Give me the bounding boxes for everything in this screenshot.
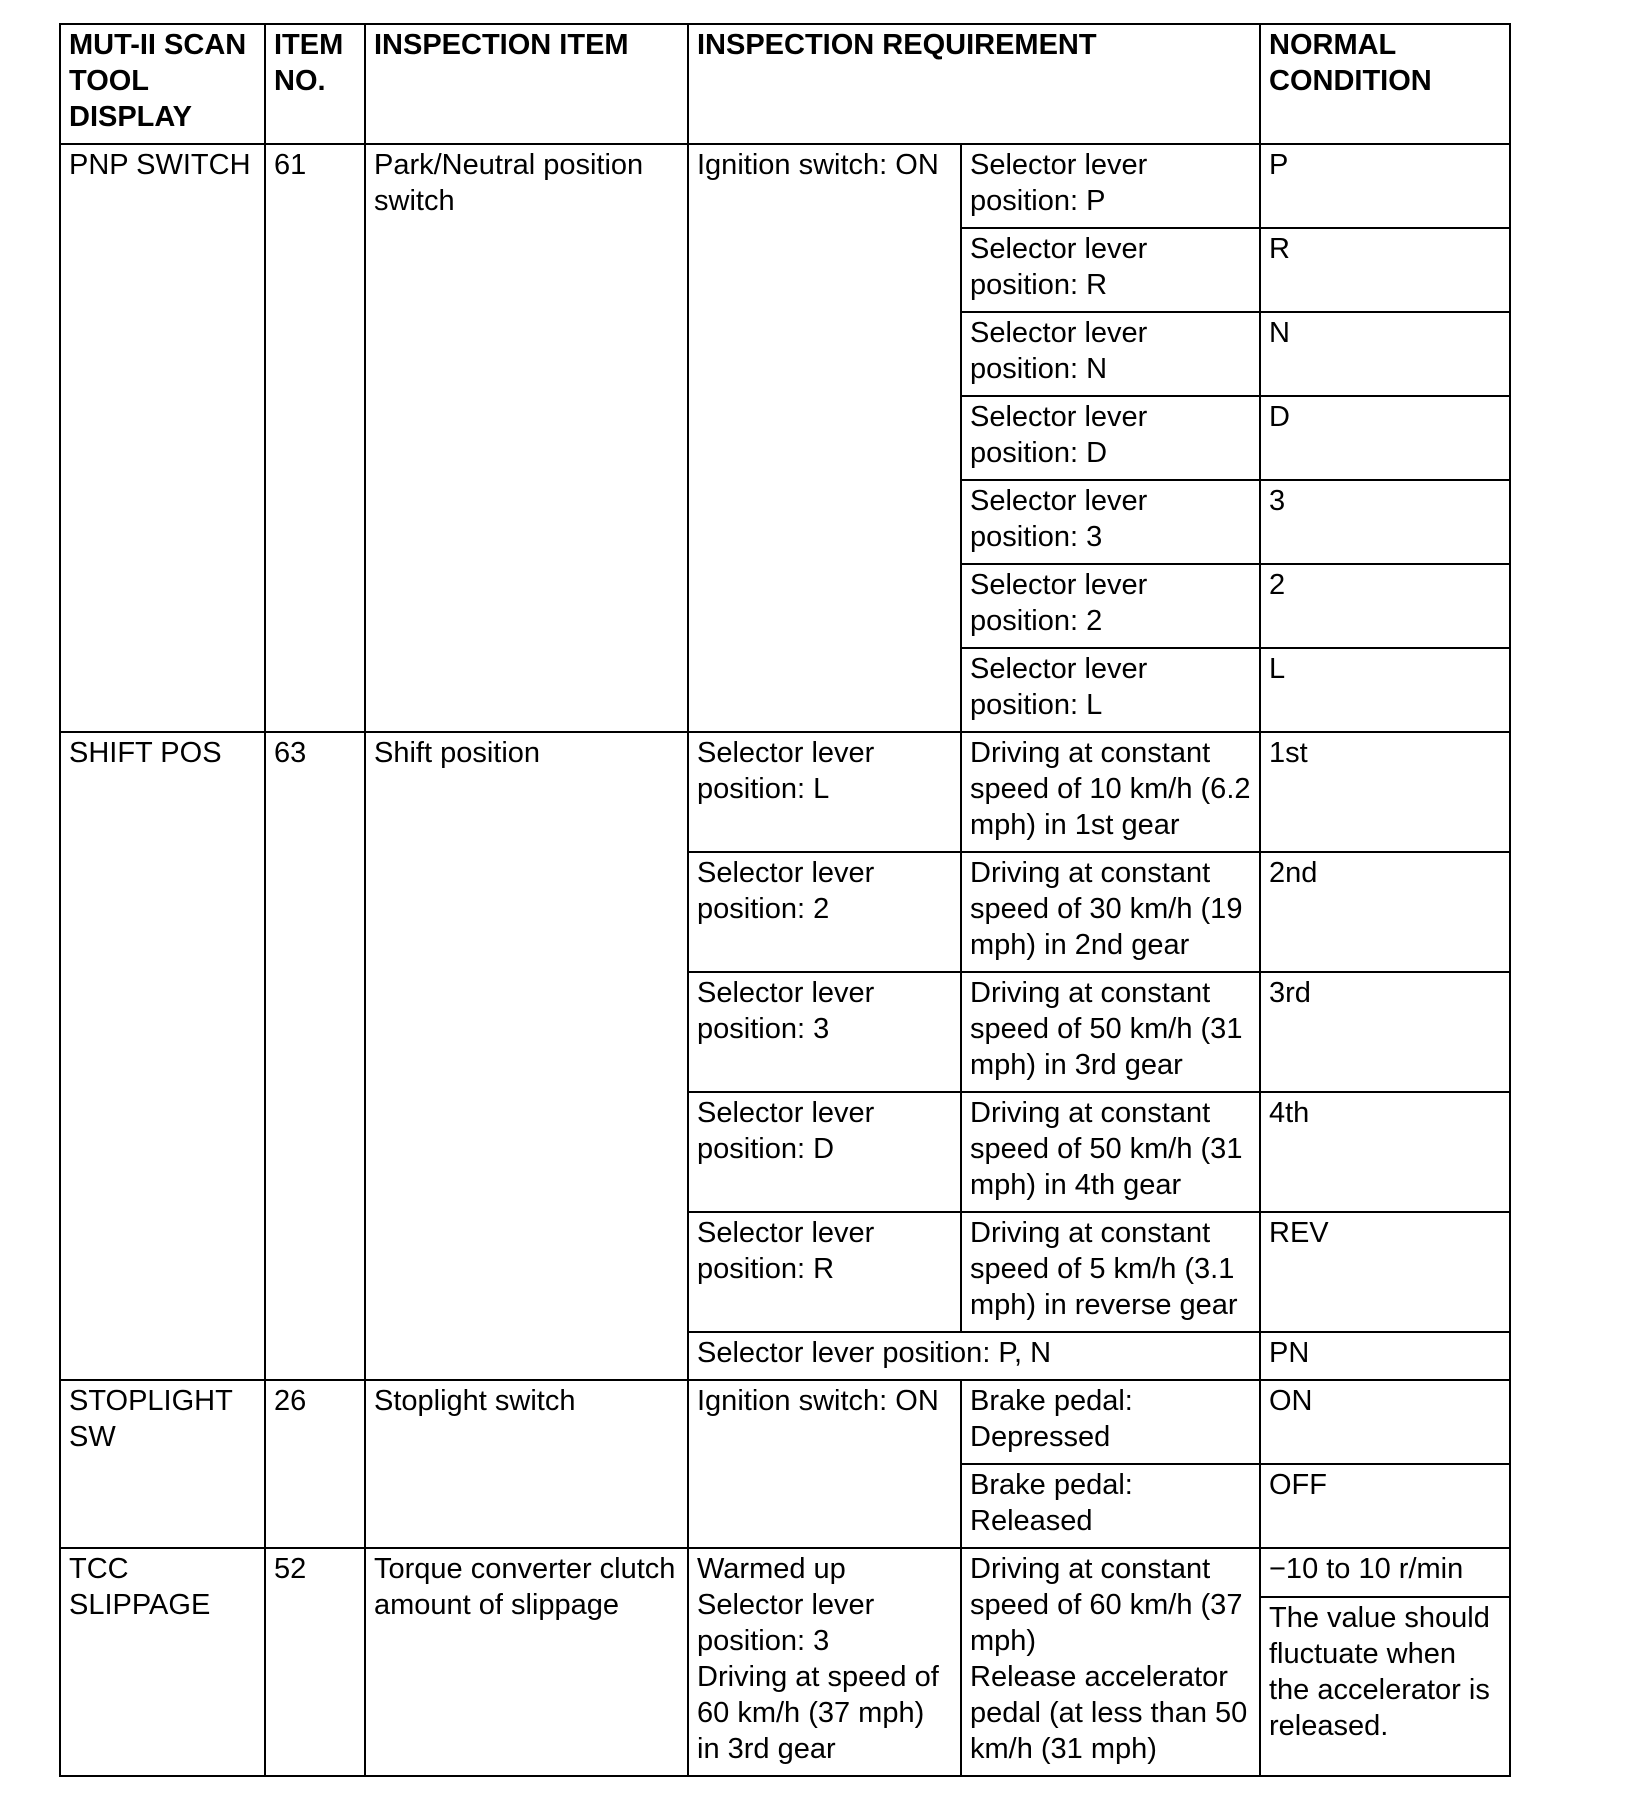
stoplight-display: STOPLIGHT SW: [60, 1380, 265, 1548]
pnp-condition: Selector lever position: 3: [961, 480, 1260, 564]
pnp-normal: N: [1260, 312, 1510, 396]
tcc-item-no: 52: [265, 1548, 365, 1776]
stoplight-requirement: Ignition switch: ON: [688, 1380, 961, 1548]
shift-item-no: 63: [265, 732, 365, 1380]
shift-normal-pn: PN: [1260, 1332, 1510, 1380]
shift-condition: Driving at constant speed of 50 km/h (31 mph) in 3rd gear: [961, 972, 1260, 1092]
tcc-inspection-item: Torque converter clutch amount of slippage: [365, 1548, 688, 1776]
tcc-display: TCC SLIPPAGE: [60, 1548, 265, 1776]
stoplight-normal: ON: [1260, 1380, 1510, 1464]
table-row: [60, 1380, 1510, 1464]
table-row: [60, 144, 1510, 228]
shift-requirement: Selector lever position: D: [688, 1092, 961, 1212]
shift-requirement: Selector lever position: 2: [688, 852, 961, 972]
header-normal-condition: NORMAL CONDITION: [1260, 24, 1510, 144]
inspection-table: [59, 23, 1511, 1777]
stoplight-inspection-item: Stoplight switch: [365, 1380, 688, 1548]
pnp-normal: 3: [1260, 480, 1510, 564]
header-row: [60, 24, 1510, 144]
shift-requirement: Selector lever position: L: [688, 732, 961, 852]
shift-requirement-pn: Selector lever position: P, N: [688, 1332, 1260, 1380]
pnp-condition: Selector lever position: P: [961, 144, 1260, 228]
pnp-condition: Selector lever position: 2: [961, 564, 1260, 648]
table-row: [60, 1548, 1510, 1597]
header-inspection-item: INSPECTION ITEM: [365, 24, 688, 144]
shift-requirement: Selector lever position: 3: [688, 972, 961, 1092]
stoplight-item-no: 26: [265, 1380, 365, 1548]
shift-normal: 2nd: [1260, 852, 1510, 972]
pnp-normal: P: [1260, 144, 1510, 228]
pnp-normal: 2: [1260, 564, 1510, 648]
header-inspection-requirement: INSPECTION REQUIREMENT: [688, 24, 1260, 144]
stoplight-condition: Brake pedal: Released: [961, 1464, 1260, 1548]
pnp-condition: Selector lever position: R: [961, 228, 1260, 312]
shift-display: SHIFT POS: [60, 732, 265, 1380]
pnp-normal: R: [1260, 228, 1510, 312]
pnp-requirement: Ignition switch: ON: [688, 144, 961, 732]
shift-condition: Driving at constant speed of 10 km/h (6.2 mph) in 1st gear: [961, 732, 1260, 852]
header-item-no: ITEM NO.: [265, 24, 365, 144]
shift-inspection-item: Shift position: [365, 732, 688, 1380]
shift-normal: 4th: [1260, 1092, 1510, 1212]
pnp-item-no: 61: [265, 144, 365, 732]
table-row: [60, 732, 1510, 852]
pnp-normal: L: [1260, 648, 1510, 732]
tcc-requirement: Warmed up Selector lever position: 3 Driving at speed of 60 km/h (37 mph) in 3rd gear: [688, 1548, 961, 1776]
stoplight-condition: Brake pedal: Depressed: [961, 1380, 1260, 1464]
tcc-normal-note: The value should fluctuate when the accelerator is released.: [1260, 1597, 1510, 1776]
shift-normal: REV: [1260, 1212, 1510, 1332]
tcc-condition: Driving at constant speed of 60 km/h (37 mph) Release accelerator pedal (at less than 50 km/h (31 mph): [961, 1548, 1260, 1776]
pnp-condition: Selector lever position: N: [961, 312, 1260, 396]
shift-condition: Driving at constant speed of 5 km/h (3.1 mph) in reverse gear: [961, 1212, 1260, 1332]
header-display: MUT-II SCAN TOOL DISPLAY: [60, 24, 265, 144]
shift-condition: Driving at constant speed of 30 km/h (19 mph) in 2nd gear: [961, 852, 1260, 972]
pnp-normal: D: [1260, 396, 1510, 480]
pnp-inspection-item: Park/Neutral position switch: [365, 144, 688, 732]
shift-normal: 3rd: [1260, 972, 1510, 1092]
shift-normal: 1st: [1260, 732, 1510, 852]
stoplight-normal: OFF: [1260, 1464, 1510, 1548]
tcc-normal-range: −10 to 10 r/min: [1260, 1548, 1510, 1597]
pnp-condition: Selector lever position: D: [961, 396, 1260, 480]
shift-condition: Driving at constant speed of 50 km/h (31 mph) in 4th gear: [961, 1092, 1260, 1212]
shift-requirement: Selector lever position: R: [688, 1212, 961, 1332]
pnp-condition: Selector lever position: L: [961, 648, 1260, 732]
pnp-display: PNP SWITCH: [60, 144, 265, 732]
